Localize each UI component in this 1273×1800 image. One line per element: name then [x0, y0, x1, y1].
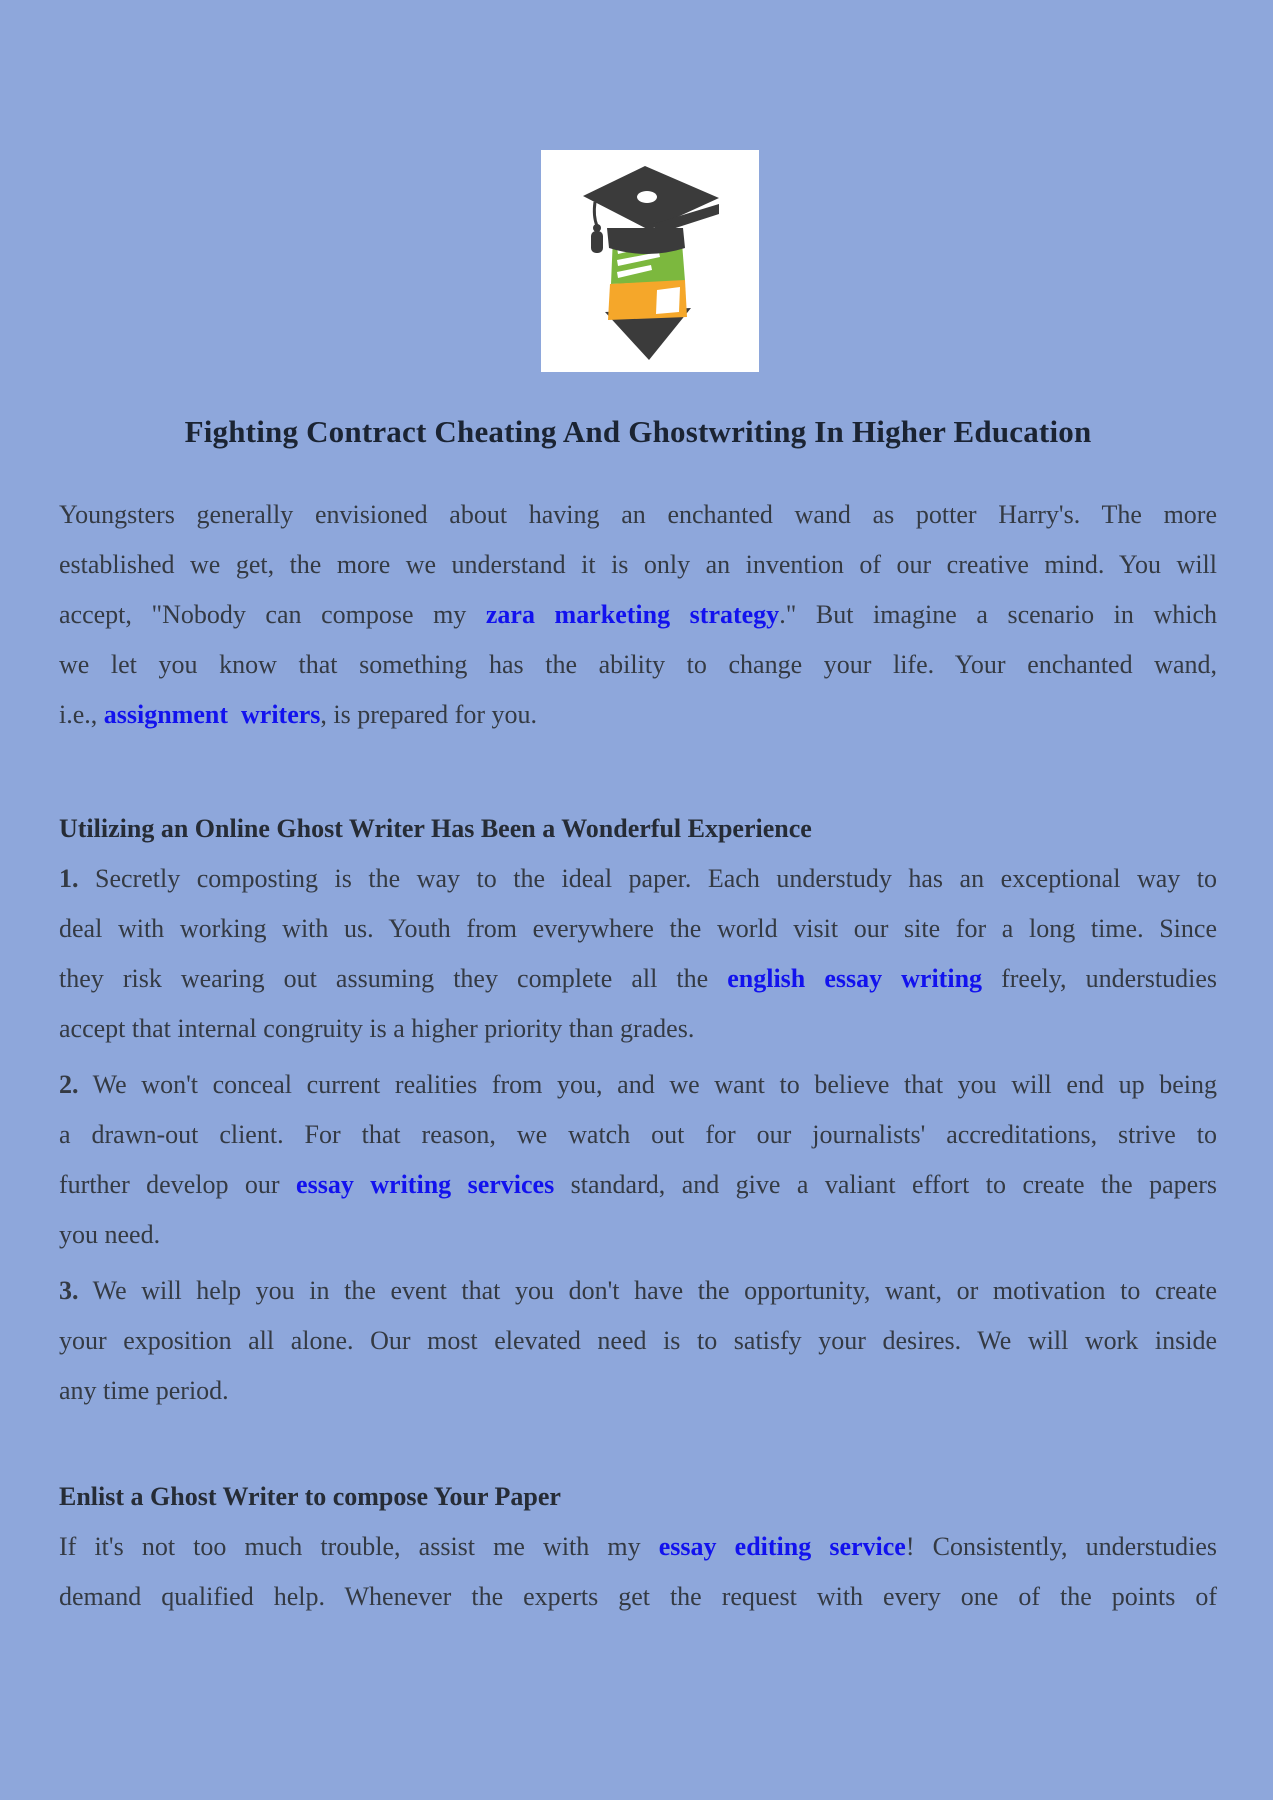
- site-logo: [541, 150, 759, 372]
- orange-book-icon: [608, 280, 687, 320]
- text-run: your exposition all alone. Our most elevated need is to satisfy your desires. We will work inside: [59, 1326, 1217, 1355]
- text-run: ." But imagine a scenario in which: [779, 600, 1218, 629]
- link-essay-writing-services[interactable]: essay writing services: [296, 1170, 555, 1199]
- section-heading: Enlist a Ghost Writer to compose Your Paper: [59, 1482, 561, 1511]
- graduation-cap-icon: [583, 166, 719, 254]
- link-zara-marketing-strategy[interactable]: zara marketing strategy: [485, 600, 780, 629]
- text-run: 2.: [59, 1070, 79, 1099]
- text-line: [59, 1060, 1217, 1110]
- logo-graphic: [541, 150, 759, 372]
- text-line: [59, 1004, 1217, 1054]
- paragraph: [59, 1266, 1217, 1416]
- spacer: [59, 1416, 1217, 1472]
- text-line: [59, 490, 1217, 540]
- text-run: Secretly composting is the way to the ideal paper. Each understudy has an exceptional way to: [78, 864, 1217, 893]
- text-line: [59, 954, 1217, 1004]
- text-line: [59, 1366, 1217, 1416]
- page-title: Fighting Contract Cheating And Ghostwriting In Higher Education: [184, 414, 1092, 449]
- text-line: [59, 1160, 1217, 1210]
- paragraph: [59, 490, 1217, 740]
- text-line: [59, 1572, 1217, 1622]
- paragraph: [59, 1522, 1217, 1622]
- text-line: [59, 690, 1217, 740]
- paragraph: [59, 1060, 1217, 1260]
- text-run: Youngsters generally envisioned about having an enchanted wand as potter Harry's. The more: [59, 500, 1217, 529]
- text-run: established we get, the more we understand it is only an invention of our creative mind. You will: [59, 550, 1217, 579]
- text-line: [59, 1316, 1217, 1366]
- text-run: , is prepared for you.: [320, 700, 538, 729]
- text-run: they risk wearing out assuming they complete all the: [59, 964, 728, 993]
- paragraph: [59, 854, 1217, 1054]
- text-run: further develop our: [59, 1170, 297, 1199]
- text-run: We won't conceal current realities from you, and we want to believe that you will end up being: [78, 1070, 1217, 1099]
- text-run: We will help you in the event that you don't have the opportunity, want, or motivation to create: [78, 1276, 1217, 1305]
- text-run: demand qualified help. Whenever the experts get the request with every one of the points of: [59, 1582, 1217, 1611]
- link-english-essay-writing[interactable]: english essay writing: [727, 964, 983, 993]
- text-run: If it's not too much trouble, assist me with my: [59, 1532, 659, 1561]
- text-run: i.e.,: [59, 700, 104, 729]
- text-run: we let you know that something has the ability to change your life. Your enchanted wand,: [59, 650, 1217, 679]
- text-line: [59, 1266, 1217, 1316]
- text-line: [59, 1110, 1217, 1160]
- text-line: [59, 590, 1217, 640]
- text-line: [59, 854, 1217, 904]
- text-run: standard, and give a valiant effort to create the papers: [554, 1170, 1217, 1199]
- section-heading: Utilizing an Online Ghost Writer Has Been a Wonderful Experience: [59, 814, 812, 843]
- text-run: a drawn-out client. For that reason, we watch out for our journalists' accreditations, strive to: [59, 1120, 1217, 1149]
- text-run: 3.: [59, 1276, 79, 1305]
- text-run: freely, understudies: [982, 964, 1217, 993]
- text-line: [59, 904, 1217, 954]
- text-line: [59, 1210, 1217, 1260]
- tassel-icon: [591, 202, 603, 253]
- text-run: deal with working with us. Youth from everywhere the world visit our site for a long time. Since: [59, 914, 1217, 943]
- link-essay-editing-service[interactable]: essay editing service: [658, 1532, 906, 1561]
- text-line: [59, 540, 1217, 590]
- text-run: any time period.: [59, 1376, 229, 1405]
- link-assignment-writers[interactable]: assignment writers: [103, 700, 321, 729]
- text-run: 1.: [59, 864, 79, 893]
- document-body: [59, 490, 1217, 1622]
- text-line: [59, 1522, 1217, 1572]
- spacer: [59, 740, 1217, 804]
- text-run: you need.: [59, 1220, 161, 1249]
- text-line: [59, 640, 1217, 690]
- text-run: accept, "Nobody can compose my: [59, 600, 486, 629]
- text-run: ! Consistently, understudies: [905, 1532, 1218, 1561]
- text-run: accept that internal congruity is a higher priority than grades.: [59, 1014, 695, 1043]
